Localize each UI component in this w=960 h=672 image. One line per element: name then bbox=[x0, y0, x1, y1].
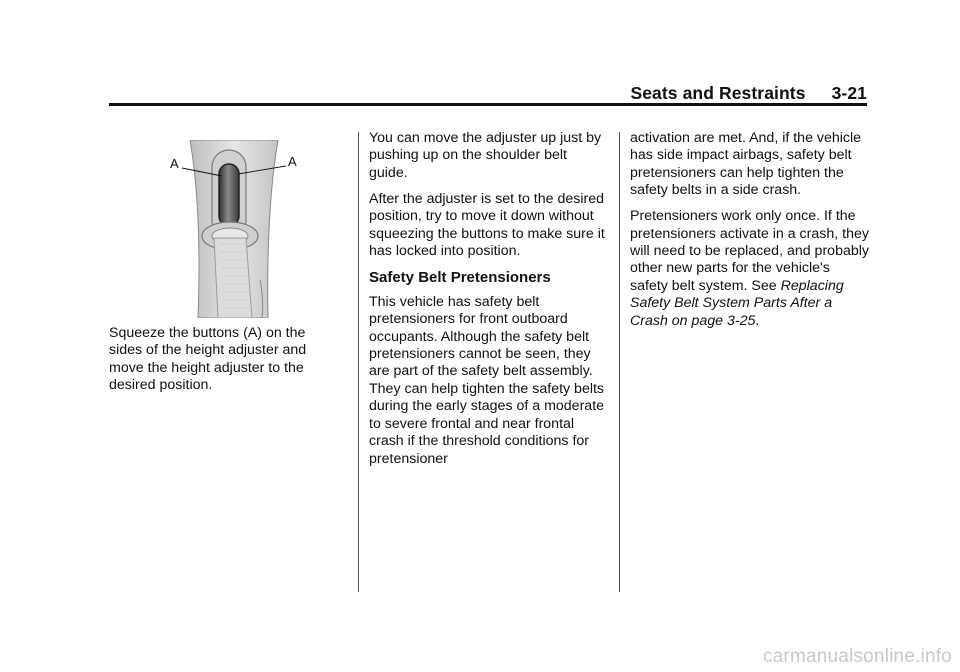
paragraph-work-once-end: . bbox=[755, 312, 760, 329]
paragraph-squeeze-buttons: Squeeze the buttons (A) on the sides of the height adjuster and move the height adjuster to the desired position. bbox=[109, 325, 307, 394]
paragraph-adjuster-set: After the adjuster is set to the desired position, try to move it down without squeezing the buttons to make sure it has locked into position. bbox=[369, 190, 605, 259]
header-rule bbox=[109, 103, 867, 106]
column-3 bbox=[630, 130, 870, 338]
watermark: carmanualsonline.info bbox=[762, 646, 952, 667]
height-adjuster-drawing bbox=[168, 140, 298, 318]
paragraph-activation: activation are met. And, if the vehicle has side impact airbags, safety belt pretensioners can help tighten the safety belts in a side crash. bbox=[630, 130, 862, 199]
height-adjuster-illustration bbox=[168, 140, 298, 318]
cross-reference-link[interactable]: Replacing Safety Belt System Parts After a Crash on page 3-25 bbox=[630, 277, 844, 329]
column-divider-2 bbox=[619, 132, 620, 592]
paragraph-work-once bbox=[630, 208, 870, 330]
paragraph-work-once-text: Pretensioners work only once. If the pretensioners activate in a crash, they will need to be replaced, and probably other new parts for the vehicle's safety belt system. See bbox=[630, 208, 869, 294]
callout-label-right: A bbox=[288, 154, 297, 169]
paragraph-pretensioners-intro: This vehicle has safety belt pretensioners for front outboard occupants. Although the safety belt pretensioners cannot be seen, they are part of the safety belt assembly. They can help tighten the safety belts during the early stages of a moderate to severe frontal and near frontal crash if the threshold conditions for pretensioner bbox=[369, 293, 605, 467]
callout-label-left: A bbox=[170, 156, 179, 171]
column-1 bbox=[109, 325, 341, 403]
page-number: 3-21 bbox=[831, 83, 867, 103]
column-2 bbox=[369, 130, 609, 476]
page-header bbox=[109, 82, 867, 104]
column-divider-1 bbox=[358, 132, 359, 592]
paragraph-move-adjuster: You can move the adjuster up just by pushing up on the shoulder belt guide. bbox=[369, 130, 602, 181]
section-heading-pretensioners: Safety Belt Pretensioners bbox=[369, 268, 551, 286]
section-title: Seats and Restraints bbox=[630, 83, 806, 103]
